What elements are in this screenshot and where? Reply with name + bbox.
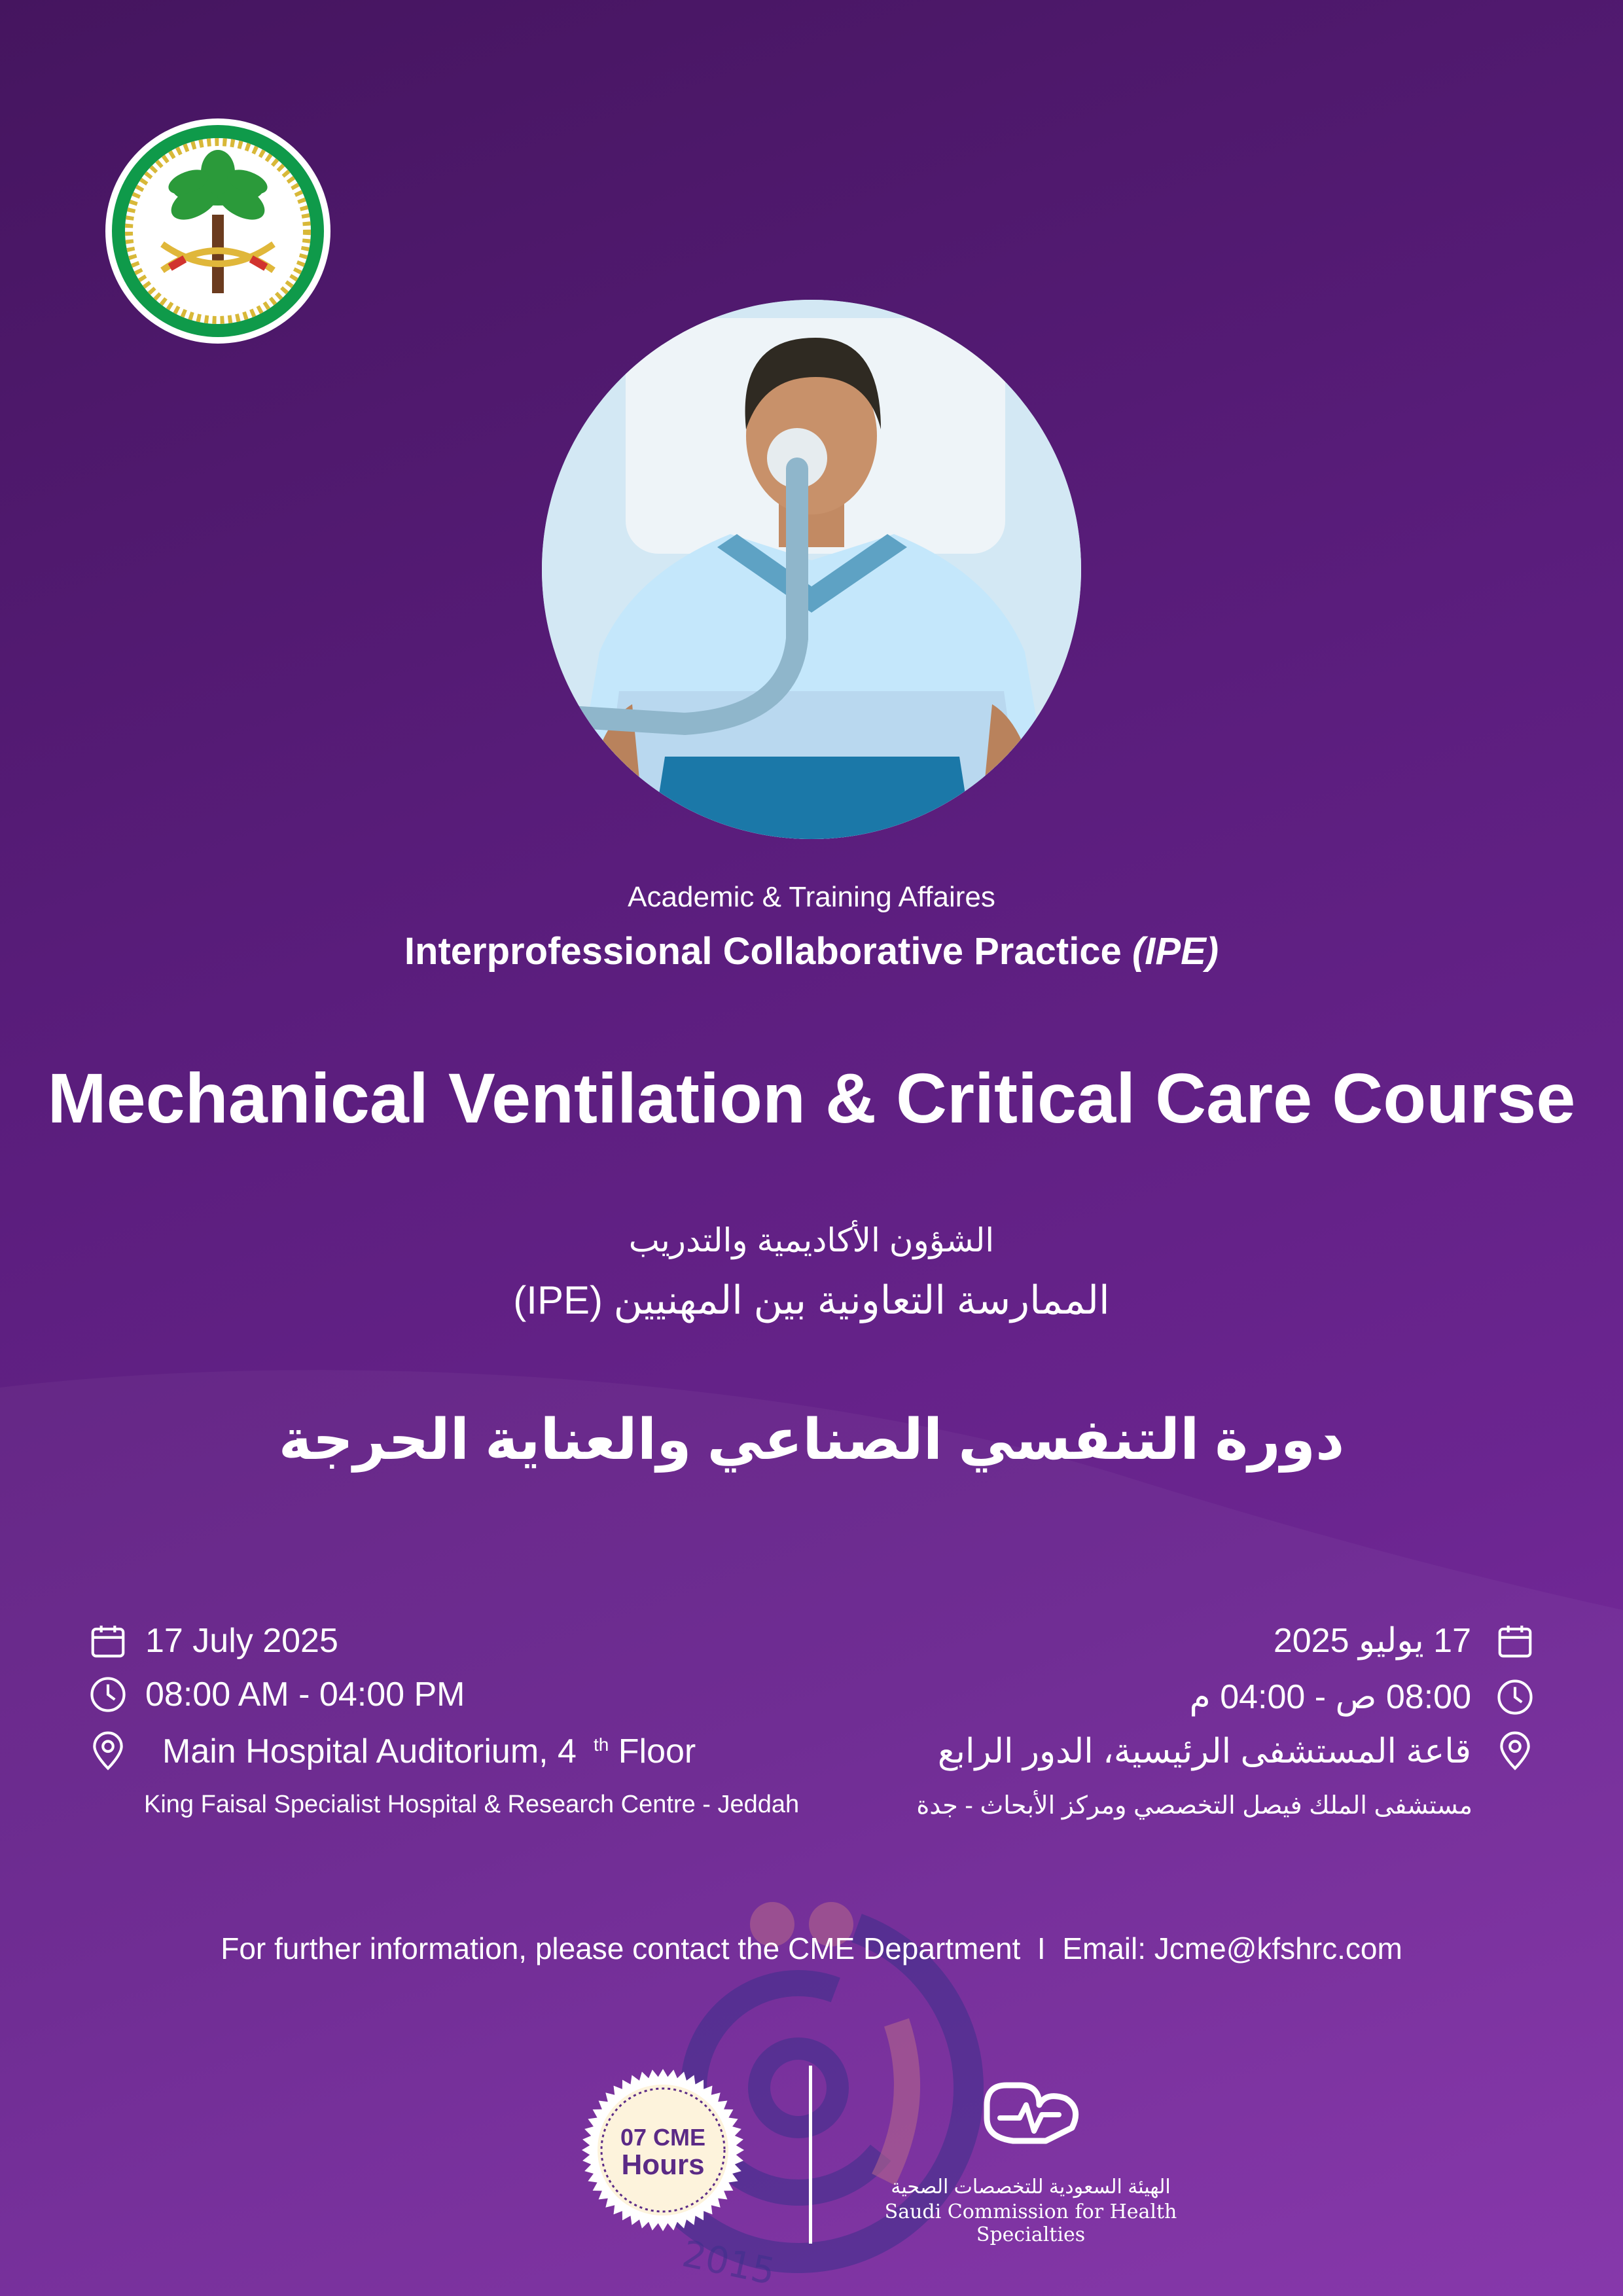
department-en: Academic & Training Affaires [628,881,995,913]
event-venue-en [88,1731,696,1772]
program-name-en: Interprofessional Collaborative Practice [404,930,1122,973]
event-time-en [88,1674,465,1715]
program-en [0,929,1623,973]
hospital-en: King Faisal Specialist Hospital & Research Centre - Jeddah [144,1791,800,1818]
time-ar-text: 08:00 ص - 04:00 م [1189,1678,1471,1716]
time-en-text: 08:00 AM - 04:00 PM [145,1676,465,1713]
event-venue-ar [938,1731,1535,1772]
contact-info: For further information, please contact the CME Department I Email: Jcme@kfshrc.com [221,1931,1402,1965]
venue-main: Main Hospital Auditorium, 4 [162,1732,577,1770]
program-ar: الممارسة التعاونية بين المهنيين (IPE) [513,1278,1110,1322]
calendar-icon [88,1621,128,1661]
hospital-ar: مستشفى الملك فيصل التخصصي ومركز الأبحاث - جدة [916,1792,1472,1820]
footer-divider [809,2066,812,2244]
patient-ventilator-illustration [541,298,1082,840]
course-title-en: Mechanical Ventilation & Critical Care Course [47,1058,1576,1138]
department-ar: الشؤون الأكاديمية والتدريب [628,1222,995,1259]
clock-icon [88,1674,128,1715]
scfhs-name-en: Saudi Commission for Health Specialties [884,2200,1177,2246]
course-title-ar: دورة التنفسي الصناعي والعناية الحرجة [278,1408,1345,1471]
location-pin-icon [88,1731,128,1772]
event-date-en [88,1621,338,1661]
scfhs-logo-icon [974,2079,1085,2157]
badge-line2: Hours [621,2149,705,2181]
saudi-emblem-icon [103,117,332,346]
location-pin-icon [1495,1731,1535,1772]
venue-floor: Floor [609,1732,696,1770]
badge-line1: 07 CME [620,2124,706,2151]
calendar-icon [1495,1621,1535,1661]
cme-hours-badge [581,2068,745,2232]
venue-suffix: th [593,1734,609,1755]
venue-ar-text: قاعة المستشفى الرئيسية، الدور الرابع [937,1732,1471,1770]
venue-en-text [145,1732,696,1771]
date-ar-text: 17 يوليو 2025 [1273,1622,1471,1660]
date-en-text: 17 July 2025 [145,1622,338,1660]
watermark-year: 2015 [678,2233,779,2294]
program-abbr-en: (IPE) [1132,930,1219,973]
event-time-ar [1190,1677,1535,1717]
clock-icon [1495,1677,1535,1717]
scfhs-name-ar: الهيئة السعودية للتخصصات الصحية [891,2176,1171,2198]
event-date-ar [1274,1621,1535,1661]
